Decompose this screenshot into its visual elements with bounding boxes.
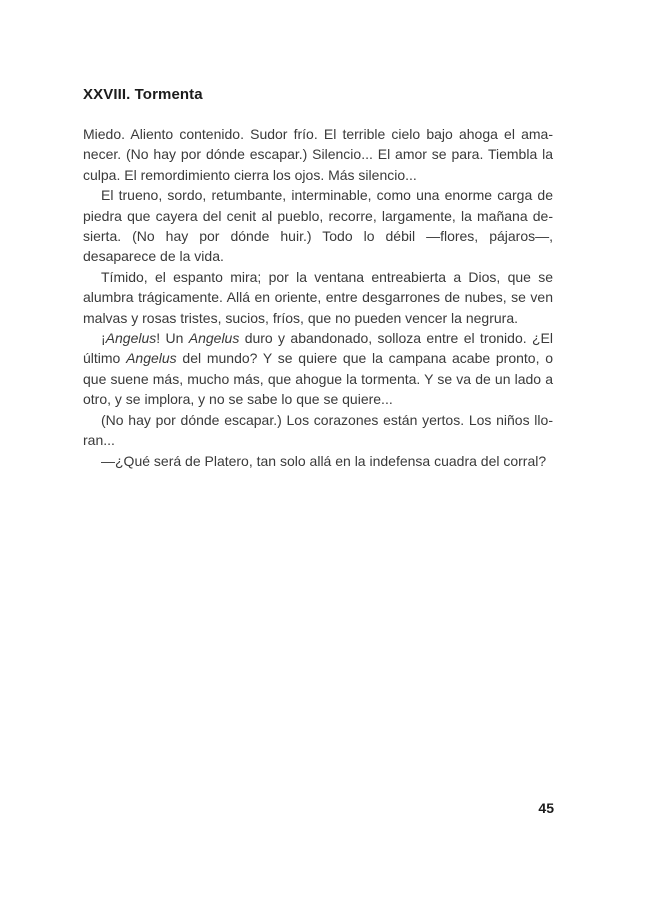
text-segment: Tímido, el espanto mira; por la ventana entreabierta a Dios, que se alumbra trágicamente. Allá en oriente, entre desgarrones de nubes, se ven malvas y rosas tristes, sucios, fríos, que no pueden vencer la negrura. [83,268,553,326]
italic-text: Angelus [126,350,177,367]
italic-text: Angelus [105,330,157,347]
chapter-body [83,124,553,471]
text-segment: (No hay por dónde escapar.) Los corazones están yertos. Los niños lloran... [83,411,553,449]
italic-text: Angelus [188,330,240,347]
text-segment: duro y abandonado, solloza entre el tronido. ¿El último [83,330,553,367]
paragraph [83,185,553,267]
paragraph [83,328,553,410]
paragraph [83,451,553,471]
paragraph [83,124,553,185]
paragraph [83,267,553,328]
text-segment: Miedo. Aliento contenido. Sudor frío. El terrible cielo bajo ahoga el amanecer. (No hay por dónde escapar.) Silencio... El amor se para. Tiembla la culpa. El remordimiento cierra los ojos. Más silencio... [83,126,553,183]
text-segment: —¿Qué será de Platero, tan solo allá en la indefensa cuadra del corral? [101,452,547,469]
chapter-title: XXVIII. Tormenta [83,86,203,103]
text-segment: ! Un [156,330,189,347]
text-segment: El trueno, sordo, retumbante, interminable, como una enorme carga de piedra que cayera del cenit al pueblo, recorre, largamente, la mañana desierta. (No hay por dónde huir.) Todo lo débil —flores, pájaros—, desaparece de la vida. [83,187,553,265]
paragraph [83,410,553,451]
page-number: 45 [538,800,554,816]
text-segment: ¡ [101,330,106,347]
text-segment: del mundo? Y se quiere que la campana acabe pronto, o que suene más, mucho más, que ahogue la tormenta. Y se va de un lado a otro, y se implora, y no se sabe lo que se quiere... [83,350,554,408]
